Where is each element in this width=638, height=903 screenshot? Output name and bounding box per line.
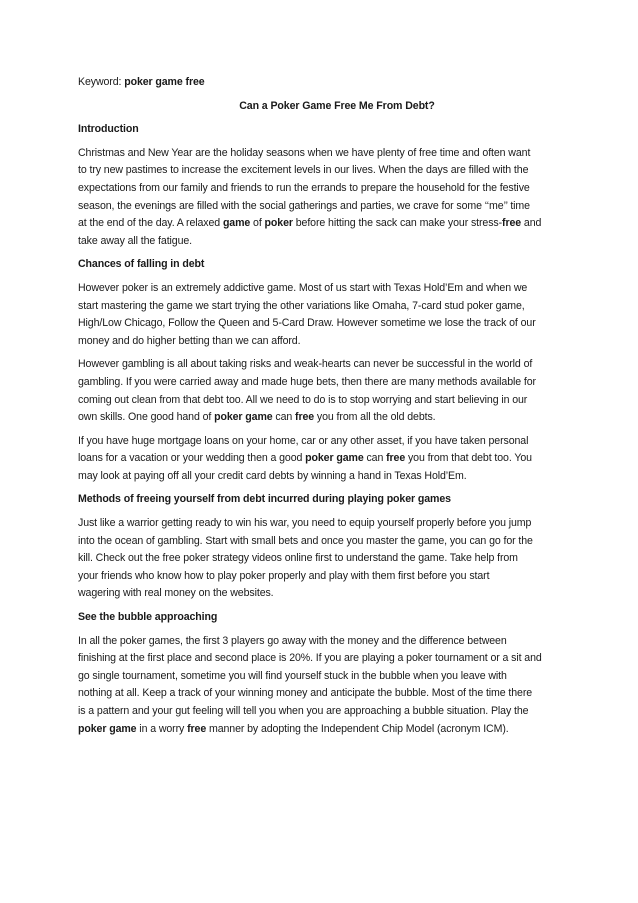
text-line: [78, 703, 564, 721]
text-line: [78, 650, 564, 668]
text-run: your friends who know how to play poker properly and play with them first before you start: [78, 569, 490, 582]
text-line: [78, 162, 564, 180]
section-heading: Introduction: [78, 123, 139, 136]
bold-keyword: poker: [264, 217, 293, 230]
document-title: Can a Poker Game Free Me From Debt?: [239, 99, 435, 112]
text-line: [78, 450, 564, 468]
text-run: Christmas and New Year are the holiday seasons when we have plenty of free time and often want: [78, 146, 531, 159]
text-run: of: [250, 217, 265, 230]
text-run: in a worry: [136, 722, 188, 735]
text-line: [78, 198, 564, 216]
text-run: wagering with real money on the websites.: [78, 587, 274, 600]
text-run: money and do higher betting than we can afford.: [78, 334, 301, 347]
text-line: [78, 392, 564, 410]
text-run: at the end of the day. A relaxed: [78, 217, 223, 230]
text-line: [78, 356, 564, 374]
text-run: go single tournament, sometime you will find yourself stuck in the bubble when you leave with: [78, 669, 507, 682]
text-line: [78, 233, 564, 251]
text-run: can: [272, 411, 296, 424]
keyword-line: [78, 74, 564, 92]
text-run: If you have huge mortgage loans on your home, car or any other asset, if you have taken personal: [78, 434, 529, 447]
text-run: loans for a vacation or your wedding then a good: [78, 452, 306, 465]
text-run: into the ocean of gambling. Start with small bets and once you master the game, you can go for the: [78, 534, 533, 547]
section-heading: Chances of falling in debt: [78, 258, 205, 271]
text-run: you from that debt too. You: [405, 452, 532, 465]
keyword-label: Keyword:: [78, 76, 125, 88]
text-line: [78, 585, 564, 603]
bold-keyword: poker game: [78, 722, 137, 735]
keyword-value: poker game free: [124, 76, 205, 88]
bold-keyword: poker game: [305, 452, 364, 465]
text-run: High/Low Chicago, Follow the Queen and 5-Card Draw. However sometime we lose the track of our: [78, 317, 536, 330]
bold-keyword: free: [295, 411, 315, 424]
text-line: [78, 685, 564, 703]
text-run: own skills. One good hand of: [78, 411, 215, 424]
text-line: [78, 374, 564, 392]
text-run: coming out clean from that debt too. All we need to do is to stop worrying and start believing in our: [78, 393, 528, 406]
text-run: season, the evenings are filled with the social gatherings and parties, we crave for some ‘‘me’’ time: [78, 199, 530, 212]
text-line: [78, 468, 564, 486]
text-run: before hitting the sack can make your stress-: [292, 217, 503, 230]
bold-keyword: free: [187, 722, 207, 735]
text-run: However gambling is all about taking risks and weak-hearts can never be successful in the world of: [78, 358, 533, 371]
bold-keyword: poker game: [214, 411, 273, 424]
text-run: can: [363, 452, 387, 465]
text-line: [78, 533, 564, 551]
bold-keyword: free: [386, 452, 406, 465]
text-run: take away all the fatigue.: [78, 234, 193, 247]
text-run: gambling. If you were carried away and made huge bets, then there are many methods available for: [78, 375, 536, 388]
paragraph: [78, 433, 564, 486]
text-line: [78, 145, 564, 163]
text-run: manner by adopting the Independent Chip Model (acronym ICM).: [206, 722, 509, 735]
text-line: [78, 550, 564, 568]
text-line: [78, 333, 564, 351]
paragraph: [78, 633, 564, 739]
text-line: [78, 515, 564, 533]
text-line: [78, 721, 564, 739]
text-run: finishing at the first place and second place is 20%. If you are playing a poker tournament or a sit and: [78, 652, 542, 665]
text-run: to try new pastimes to increase the excitement levels in our lives. When the days are filled with the: [78, 164, 529, 177]
text-run: In all the poker games, the first 3 players go away with the money and the difference between: [78, 634, 507, 647]
text-line: [78, 315, 564, 333]
text-run: is a pattern and your gut feeling will tell you when you are approaching a bubble situation. Play the: [78, 705, 529, 717]
text-run: start mastering the game we start trying the other variations like Omaha, 7-card stud poker game,: [78, 299, 525, 312]
section-heading: Methods of freeing yourself from debt incurred during playing poker games: [78, 493, 451, 506]
text-run: and: [521, 217, 542, 230]
text-line: [78, 409, 564, 427]
bold-keyword: free: [502, 217, 522, 230]
text-line: [78, 298, 564, 316]
text-run: Just like a warrior getting ready to win his war, you need to equip yourself properly before you jump: [78, 517, 532, 530]
text-line: [78, 633, 564, 651]
text-run: kill. Check out the free poker strategy videos online first to understand the game. Take help from: [78, 552, 518, 565]
text-line: [78, 215, 564, 233]
text-line: [78, 180, 564, 198]
text-run: nothing at all. Keep a track of your winning money and anticipate the bubble. Most of the time there: [78, 687, 533, 700]
text-line: [78, 568, 564, 586]
paragraph: [78, 356, 564, 426]
paragraph: [78, 145, 564, 251]
paragraph: [78, 280, 564, 350]
text-run: However poker is an extremely addictive game. Most of us start with Texas Hold’Em and when we: [78, 281, 528, 294]
text-run: you from all the old debts.: [314, 411, 436, 424]
document-body: [78, 121, 564, 738]
text-line: [78, 433, 564, 451]
text-line: [78, 280, 564, 298]
text-run: expectations from our family and friends to run the errands to prepare the household for the festive: [78, 181, 530, 194]
text-line: [78, 668, 564, 686]
paragraph: [78, 515, 564, 603]
text-run: may look at paying off all your credit card debts by winning a hand in Texas Hold’Em.: [78, 469, 467, 482]
document-page: [78, 74, 564, 744]
section-heading: See the bubble approaching: [78, 611, 218, 624]
bold-keyword: game: [222, 217, 251, 230]
